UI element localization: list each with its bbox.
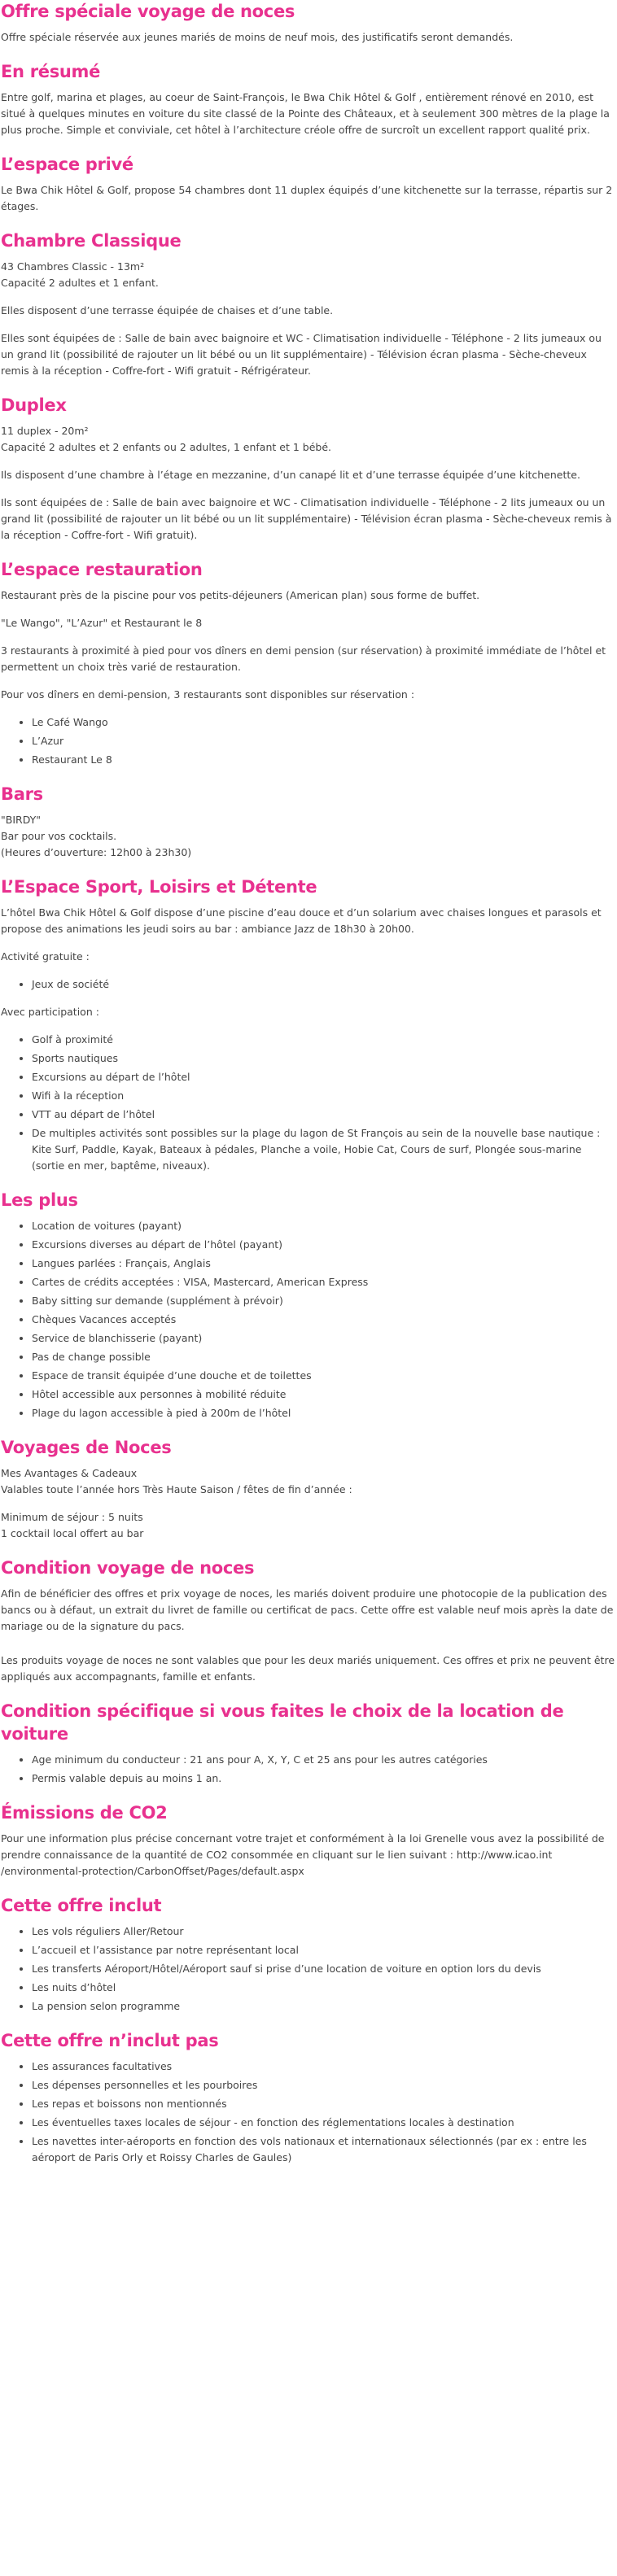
list-item: • Les assurances facultatives [32, 2059, 615, 2075]
list-item: • Sports nautiques [32, 1050, 615, 1067]
sport-intro: L’hôtel Bwa Chik Hôtel & Golf dispose d’une piscine d’eau douce et d’un solarium avec chaises longues et parasols et propose des animations les jeudi soirs au bar : ambiance Jazz de 18h30 à 20h00. [1, 906, 602, 935]
list-item: • De multiples activités sont possibles sur la plage du lagon de St François au sein de la nouvelle base nautique : Kite Surf, Paddle, Kayak, Bateaux à pédales, Planche a voile, Hobie Cat, Cours de surf, Plongée sous-marine (sortie en mer, baptême, niveaux). [32, 1125, 615, 1174]
ninclut-title: Cette offre n’inclut pas [1, 2031, 219, 2050]
list-item: • Excursions diverses au départ de l’hôtel (payant) [32, 1237, 615, 1253]
list-item: • Espace de transit équipée d’une douche et de toilettes [32, 1368, 615, 1384]
duplex-count: 11 duplex - 20m² [1, 425, 89, 437]
chambre-count: 43 Chambres Classic - 13m² [1, 260, 145, 273]
list-item: • Le Café Wango [32, 714, 615, 731]
voyages-conditions [1, 1509, 615, 1542]
restauration-names: "Le Wango", "L’Azur" et Restaurant le 8 [1, 617, 203, 629]
co2-title: Émissions de CO2 [1, 1803, 168, 1823]
plus-list [1, 1218, 615, 1421]
condition-scope: Les produits voyage de noces ne sont valables que pour les deux mariés uniquement. Ces offres et prix ne peuvent être appliqués aux accompagnants, famille et enfants. [1, 1654, 615, 1683]
condition-title: Condition voyage de noces [1, 1558, 255, 1578]
espace-prive-title: L’espace privé [1, 155, 133, 174]
list-item: • Langues parlées : Français, Anglais [32, 1255, 615, 1272]
list-item: • Les nuits d’hôtel [32, 1980, 615, 1996]
plus-title: Les plus [1, 1190, 78, 1210]
condition-section [1, 1557, 615, 1685]
list-item: • Excursions au départ de l’hôtel [32, 1069, 615, 1085]
resume-text: Entre golf, marina et plages, au coeur de Saint-François, le Bwa Chik Hôtel & Golf , entièrement rénové en 2010, est situé à quelques minutes en voiture du site classé de la Pointe des Châteaux, et à seulement 300 mètres de la plage la plus proche. Simple et conviviale, cet hôtel à l’architecture créole offre de surcroît un excellent rapport qualité prix. [1, 91, 610, 136]
list-item: • Les éventuelles taxes locales de séjour - en fonction des réglementations locales à destination [32, 2115, 615, 2131]
bar-description: Bar pour vos cocktails. [1, 830, 117, 842]
bars-section [1, 783, 615, 861]
chambre-capacity: Capacité 2 adultes et 1 enfant. [1, 277, 159, 289]
voiture-section [1, 1700, 615, 1787]
free-activity-list [1, 976, 615, 993]
voyages-heading: Mes Avantages & Cadeaux [1, 1467, 138, 1479]
list-item: • Chèques Vacances acceptés [32, 1312, 615, 1328]
inclut-section [1, 1894, 615, 2015]
duplex-equipment: Ils sont équipées de : Salle de bain avec baignoire et WC - Climatisation individuelle - Téléphone - 2 lits jumeaux ou un grand lit (possibilité de rajouter un lit bébé ou un lit supplémentaire) - Télévision écran plasma - Sèche-cheveux remis à la réception - Coffre-fort - Wifi gratuit). [1, 496, 612, 541]
duplex-section [1, 394, 615, 544]
list-item: • Golf à proximité [32, 1032, 615, 1048]
list-item: • Location de voitures (payant) [32, 1218, 615, 1234]
list-item: • Wifi à la réception [32, 1088, 615, 1104]
duplex-layout: Ils disposent d’une chambre à l’étage en mezzanine, d’un canapé lit et d’une terrasse équipée d’une kitchenette. [1, 469, 580, 481]
list-item: • L’accueil et l’assistance par notre représentant local [32, 1942, 615, 1958]
espace-prive-section [1, 153, 615, 215]
list-item: • Plage du lagon accessible à pied à 200m de l’hôtel [32, 1405, 615, 1421]
restauration-dinners: 3 restaurants à proximité à pied pour vos dîners en demi pension (sur réservation) à proximité immédiate de l’hôtel et permettent un choix très varié de restauration. [1, 644, 606, 673]
list-item: • La pension selon programme [32, 1998, 615, 2015]
voiture-title: Condition spécifique si vous faites le choix de la location de voiture [1, 1701, 564, 1744]
chambre-summary [1, 259, 615, 291]
list-item: • VTT au départ de l’hôtel [32, 1107, 615, 1123]
chambre-equipment: Elles sont équipées de : Salle de bain avec baignoire et WC - Climatisation individuelle - Téléphone - 2 lits jumeaux ou un grand lit (possibilité de rajouter un lit bébé ou un lit supplémentaire) - Télévision écran plasma - Sèche-cheveux remis à la réception - Coffre-fort - Wifi gratuit - Réfrigérateur. [1, 332, 602, 377]
voyages-validity: Valables toute l’année hors Très Haute Saison / fêtes de fin d’année : [1, 1483, 352, 1495]
list-item: • Hôtel accessible aux personnes à mobilité réduite [32, 1386, 615, 1403]
voiture-list [1, 1752, 615, 1787]
plus-section [1, 1189, 615, 1421]
free-activity-label: Activité gratuite : [1, 950, 90, 963]
restauration-title: L’espace restauration [1, 560, 203, 579]
offre-section [1, 0, 615, 46]
espace-prive-text: Le Bwa Chik Hôtel & Golf, propose 54 chambres dont 11 duplex équipés d’une kitchenette sur la terrasse, répartis sur 2 étages. [1, 184, 613, 212]
paid-activity-list [1, 1032, 615, 1174]
list-item: • Les transferts Aéroport/Hôtel/Aéroport sauf si prise d’une location de voiture en option lors du devis [32, 1961, 615, 1977]
list-item: • L’Azur [32, 733, 615, 749]
co2-section [1, 1801, 615, 1880]
voyages-minimum-stay: Minimum de séjour : 5 nuits [1, 1511, 143, 1523]
bar-hours: (Heures d’ouverture: 12h00 à 23h30) [1, 846, 192, 858]
list-item: • Service de blanchisserie (payant) [32, 1330, 615, 1347]
restauration-breakfast: Restaurant près de la piscine pour vos petits-déjeuners (American plan) sous forme de buffet. [1, 589, 480, 601]
list-item: • Les navettes inter-aéroports en fonction des vols nationaux et internationaux sélectionnés (par ex : entre les aéroport de Paris Orly et Roissy Charles de Gaules) [32, 2133, 615, 2166]
resume-title: En résumé [1, 62, 101, 81]
offre-title: Offre spéciale voyage de noces [1, 2, 295, 21]
list-item: • Restaurant Le 8 [32, 752, 615, 768]
list-item: • Les dépenses personnelles et les pourboires [32, 2077, 615, 2094]
list-item: • Age minimum du conducteur : 21 ans pour A, X, Y, C et 25 ans pour les autres catégories [32, 1752, 615, 1768]
ninclut-list [1, 2059, 615, 2166]
restaurant-list [1, 714, 615, 768]
inclut-list [1, 1923, 615, 2015]
duplex-summary [1, 423, 615, 456]
duplex-title: Duplex [1, 395, 67, 415]
chambre-title: Chambre Classique [1, 231, 182, 251]
restauration-section [1, 558, 615, 768]
voyages-section [1, 1436, 615, 1542]
list-item: • Cartes de crédits acceptées : VISA, Mastercard, American Express [32, 1274, 615, 1290]
list-item: • Permis valable depuis au moins 1 an. [32, 1770, 615, 1787]
ninclut-section [1, 2029, 615, 2166]
voyages-gift: 1 cocktail local offert au bar [1, 1527, 144, 1539]
list-item: • Pas de change possible [32, 1349, 615, 1365]
bar-name: "BIRDY" [1, 814, 42, 826]
offre-text: Offre spéciale réservée aux jeunes mariés de moins de neuf mois, des justificatifs seront demandés. [1, 31, 514, 43]
bars-title: Bars [1, 784, 43, 804]
voyages-advantages [1, 1465, 615, 1498]
condition-proof: Afin de bénéficier des offres et prix voyage de noces, les mariés doivent produire une photocopie de la publication des bancs ou à défaut, un extrait du livret de famille ou certificat de pacs. Cette offre est valable neuf mois après la date de mariage ou de la signature du pacs. [1, 1587, 614, 1632]
sport-title: L’Espace Sport, Loisirs et Détente [1, 877, 317, 897]
voyages-title: Voyages de Noces [1, 1438, 172, 1457]
inclut-title: Cette offre inclut [1, 1896, 162, 1915]
resume-section [1, 60, 615, 138]
duplex-capacity: Capacité 2 adultes et 2 enfants ou 2 adultes, 1 enfant et 1 bébé. [1, 441, 331, 453]
bars-info [1, 812, 615, 861]
list-item: • Les vols réguliers Aller/Retour [32, 1923, 615, 1940]
restauration-halfboard: Pour vos dîners en demi-pension, 3 restaurants sont disponibles sur réservation : [1, 688, 415, 701]
co2-text: Pour une information plus précise concernant votre trajet et conformément à la loi Grenelle vous avez la possibilité de prendre connaissance de la quantité de CO2 consommée en cliquant sur le lien suivant : http://www.icao.int /environmental-protection/CarbonOffset/Pages/default.aspx [1, 1832, 605, 1877]
paid-activity-label: Avec participation : [1, 1006, 99, 1018]
sport-section [1, 875, 615, 1174]
chambre-terrace: Elles disposent d’une terrasse équipée de chaises et d’une table. [1, 304, 334, 317]
chambre-section [1, 229, 615, 379]
list-item: • Les repas et boissons non mentionnés [32, 2096, 615, 2112]
list-item: • Jeux de société [32, 976, 615, 993]
list-item: • Baby sitting sur demande (supplément à prévoir) [32, 1293, 615, 1309]
